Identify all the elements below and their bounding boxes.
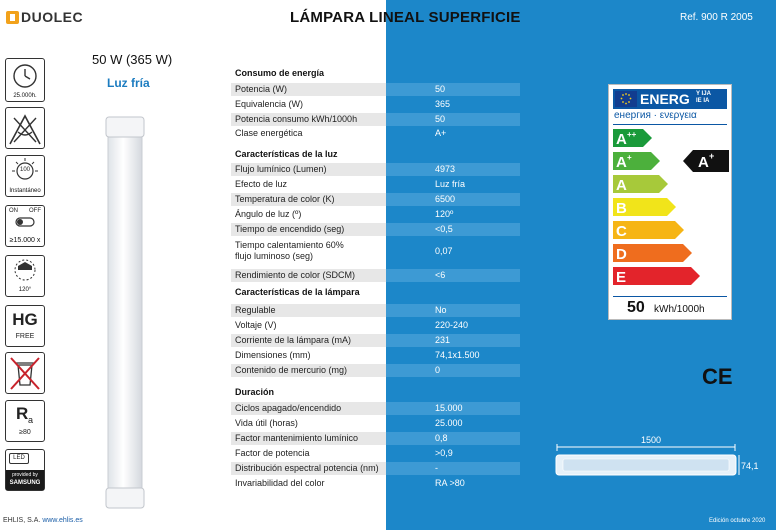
lamp-image (104, 115, 146, 510)
energ-text: ENERG (640, 91, 690, 107)
ra-text: R (16, 404, 29, 423)
spec-value: 0 (435, 365, 441, 375)
dimension-height: 74,1 (741, 461, 759, 471)
energy-class-letter: E (616, 269, 627, 286)
spec-value: 231 (435, 335, 451, 345)
spec-label: Tiempo calentamiento 60% (235, 240, 344, 250)
energy-rating-arrow (683, 150, 729, 172)
color-rendering-icon (5, 400, 45, 442)
energy-rating-letter: A (698, 154, 709, 171)
spec-label: Temperatura de color (K) (235, 194, 335, 204)
samsung-text: SAMSUNG (9, 480, 41, 486)
energy-class-scale (609, 125, 733, 295)
spec-value: >0,9 (435, 448, 453, 458)
samsung-led-icon (5, 449, 45, 491)
spec-value: <0,5 (435, 224, 453, 234)
dimension-drawing (553, 444, 743, 484)
cycles-caption: ≥15.000 x (9, 237, 41, 244)
spec-row (231, 334, 761, 347)
energy-class-letter: D (616, 246, 627, 263)
beam-angle-icon (5, 255, 45, 297)
spec-label: Regulable (235, 305, 276, 315)
lifetime-clock-icon (5, 58, 45, 102)
spec-label: Clase energética (235, 128, 303, 138)
energy-class-sup: ++ (627, 130, 637, 139)
footer-edition: Edición octubre 2020 (709, 518, 766, 524)
spec-value: 74,1x1.500 (435, 350, 480, 360)
spec-value: 120º (435, 209, 454, 219)
spec-value: 0,8 (435, 433, 448, 443)
spec-label: Efecto de luz (235, 179, 288, 189)
section-title: Consumo de energía (235, 68, 325, 78)
lifetime-caption: 25.000h. (13, 93, 37, 99)
section-title: Características de la luz (235, 149, 338, 159)
spec-label: Contenido de mercurio (mg) (235, 365, 348, 375)
angle-caption: 120° (18, 287, 32, 293)
spec-value: <6 (435, 270, 446, 280)
spec-label: Factor de potencia (235, 448, 310, 458)
onoff-cycles-icon (5, 205, 45, 247)
section-title: Duración (235, 387, 275, 397)
hg-text: HG (12, 310, 38, 329)
spec-value: RA >80 (435, 478, 465, 488)
spec-value: 4973 (435, 164, 456, 174)
brand-logo (6, 9, 83, 25)
spec-label: Corriente de la lámpara (mA) (235, 335, 352, 345)
spec-value: 15.000 (435, 403, 463, 413)
reference-code: Ref. 900 R 2005 (680, 12, 753, 23)
spec-label: Ciclos apagado/encendido (235, 403, 342, 413)
consumption-unit: kWh/1000h (654, 304, 705, 315)
product-light: Luz fría (107, 76, 150, 90)
spec-value: A+ (435, 128, 447, 138)
instant-number: 100 (19, 167, 30, 173)
brand-name: DUOLEC (21, 9, 84, 25)
ra-sub-text: a (28, 415, 34, 425)
energ-suffix1: Y IJA (696, 91, 711, 97)
no-dimmable-icon (5, 107, 45, 149)
spec-label: Voltaje (V) (235, 320, 277, 330)
spec-label: Potencia consumo kWh/1000h (235, 114, 358, 124)
energy-class-bar (613, 152, 660, 171)
dimension-width: 1500 (641, 435, 662, 445)
spec-value: 0,07 (435, 246, 453, 256)
spec-label: Potencia (W) (235, 84, 288, 94)
spec-label: Tiempo de encendido (seg) (235, 224, 345, 234)
energy-class-bar (613, 267, 700, 286)
led-badge: LED (9, 453, 29, 464)
on-label: ON (9, 208, 18, 214)
spec-value: 50 (435, 84, 446, 94)
instant-start-icon (5, 155, 45, 197)
consumption-value: 50 (627, 299, 645, 316)
product-power: 50 W (365 W) (92, 52, 173, 67)
mercury-free-icon (5, 305, 45, 347)
energy-rating-sup: + (709, 151, 715, 161)
off-label: OFF (29, 208, 41, 214)
ra-value: ≥80 (19, 429, 31, 436)
spec-value: 6500 (435, 194, 456, 204)
hg-free-text: FREE (15, 333, 35, 340)
spec-value: - (435, 463, 438, 473)
energy-class-bar (613, 198, 676, 217)
spec-value: No (435, 305, 447, 315)
company-name: EHLIS, S.A. (3, 517, 41, 524)
spec-label: Distribución espectral potencia (nm) (235, 463, 379, 473)
spec-row (231, 402, 761, 415)
no-disposal-icon (5, 352, 45, 394)
spec-value: 25.000 (435, 418, 463, 428)
website-link[interactable]: www.ehlis.es (42, 517, 83, 524)
energ-suffix2: IE IA (696, 98, 710, 104)
spec-value: 220-240 (435, 320, 469, 330)
energy-class-letter: A (616, 154, 627, 171)
footer-company (3, 517, 83, 524)
spec-label: Vida útil (horas) (235, 418, 298, 428)
energy-class-letter: A (616, 131, 627, 148)
spec-label: Equivalencia (W) (235, 99, 304, 109)
energy-class-bar (613, 129, 652, 148)
energy-class-sup: + (627, 153, 632, 162)
spec-label: Ángulo de luz (º) (235, 209, 302, 219)
energy-class-letter: C (616, 223, 627, 240)
energy-class-bar (613, 244, 692, 263)
energy-class-letter: A (616, 177, 627, 194)
spec-label: Rendimiento de color (SDCM) (235, 270, 356, 280)
spec-label: Dimensiones (mm) (235, 350, 311, 360)
energy-class-bar (613, 175, 668, 194)
spec-label-line2: flujo luminoso (seg) (235, 251, 314, 261)
spec-value: 365 (435, 99, 451, 109)
energy-words: енергия · ενεργεια (614, 110, 697, 121)
spec-row (231, 319, 761, 332)
spec-label: Flujo lumínico (Lumen) (235, 164, 327, 174)
page-title: LÁMPARA LINEAL SUPERFICIE (290, 9, 521, 26)
logo-icon (6, 11, 19, 24)
spec-label: Invariabilidad del color (235, 478, 325, 488)
energy-class-letter: B (616, 200, 627, 217)
eu-flag-icon (615, 91, 637, 107)
energy-label (608, 84, 732, 320)
spec-row (231, 417, 761, 430)
spec-value: Luz fría (435, 179, 466, 189)
energy-class-bar (613, 221, 684, 240)
spec-label: Factor mantenimiento lumínico (235, 433, 359, 443)
ce-mark: CE (702, 364, 733, 389)
instant-caption: Instantáneo (9, 188, 41, 194)
spec-value: 50 (435, 114, 446, 124)
spec-row (231, 349, 761, 362)
section-title: Características de la lámpara (235, 287, 360, 297)
spec-row (231, 364, 761, 377)
samsung-provided: provided by (12, 472, 38, 478)
